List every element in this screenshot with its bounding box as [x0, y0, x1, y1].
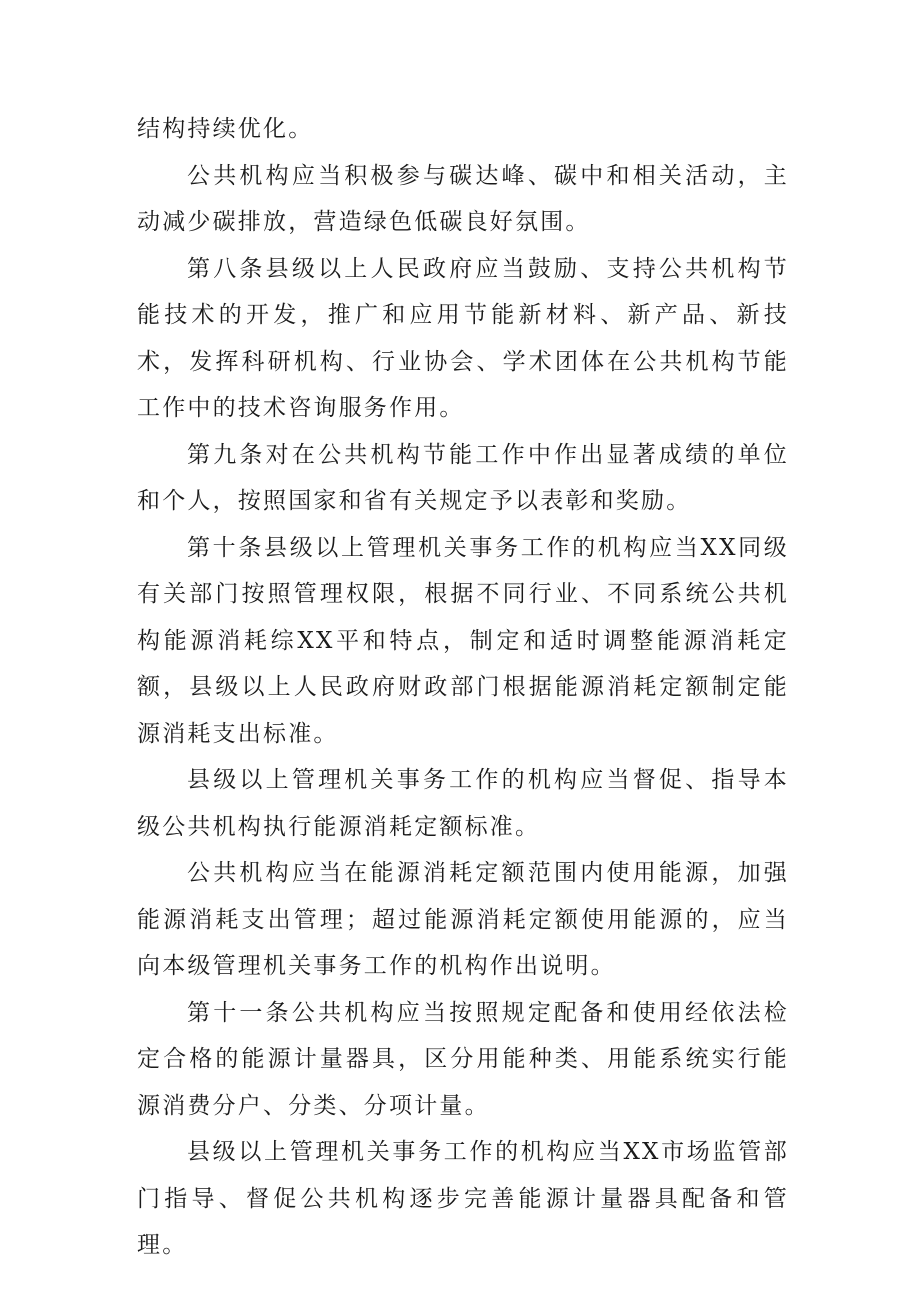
paragraph-4-article-9: 第九条对在公共机构节能工作中作出显著成绩的单位和个人，按照国家和省有关规定予以表彰和奖励。: [137, 441, 789, 514]
paragraph-3-article-8: 第八条县级以上人民政府应当鼓励、支持公共机构节能技术的开发，推广和应用节能新材料、新产品、新技术，发挥科研机构、行业协会、学术团体在公共机构节能工作中的技术咨询服务作用。: [137, 255, 789, 421]
paragraph-5-article-10: 第十条县级以上管理机关事务工作的机构应当XX同级有关部门按照管理权限，根据不同行业、不同系统公共机构能源消耗综XX平和特点，制定和适时调整能源消耗定额，县级以上人民政府财政部门根据能源消耗定额制定能源消耗支出标准。: [137, 534, 789, 747]
paragraph-7: 公共机构应当在能源消耗定额范围内使用能源，加强能源消耗支出管理；超过能源消耗定额使用能源的，应当向本级管理机关事务工作的机构作出说明。: [137, 860, 789, 979]
paragraph-9: 县级以上管理机关事务工作的机构应当XX市场监管部门指导、督促公共机构逐步完善能源计量器具配备和管理。: [137, 1139, 789, 1258]
paragraph-1: 结构持续优化。: [137, 116, 314, 142]
paragraph-6: 县级以上管理机关事务工作的机构应当督促、指导本级公共机构执行能源消耗定额标准。: [137, 767, 789, 840]
paragraph-2: 公共机构应当积极参与碳达峰、碳中和相关活动，主动减少碳排放，营造绿色低碳良好氛围。: [137, 162, 789, 235]
paragraph-8-article-11: 第十一条公共机构应当按照规定配备和使用经依法检定合格的能源计量器具，区分用能种类、用能系统实行能源消费分户、分类、分项计量。: [137, 999, 789, 1119]
document-body: [137, 106, 789, 1269]
